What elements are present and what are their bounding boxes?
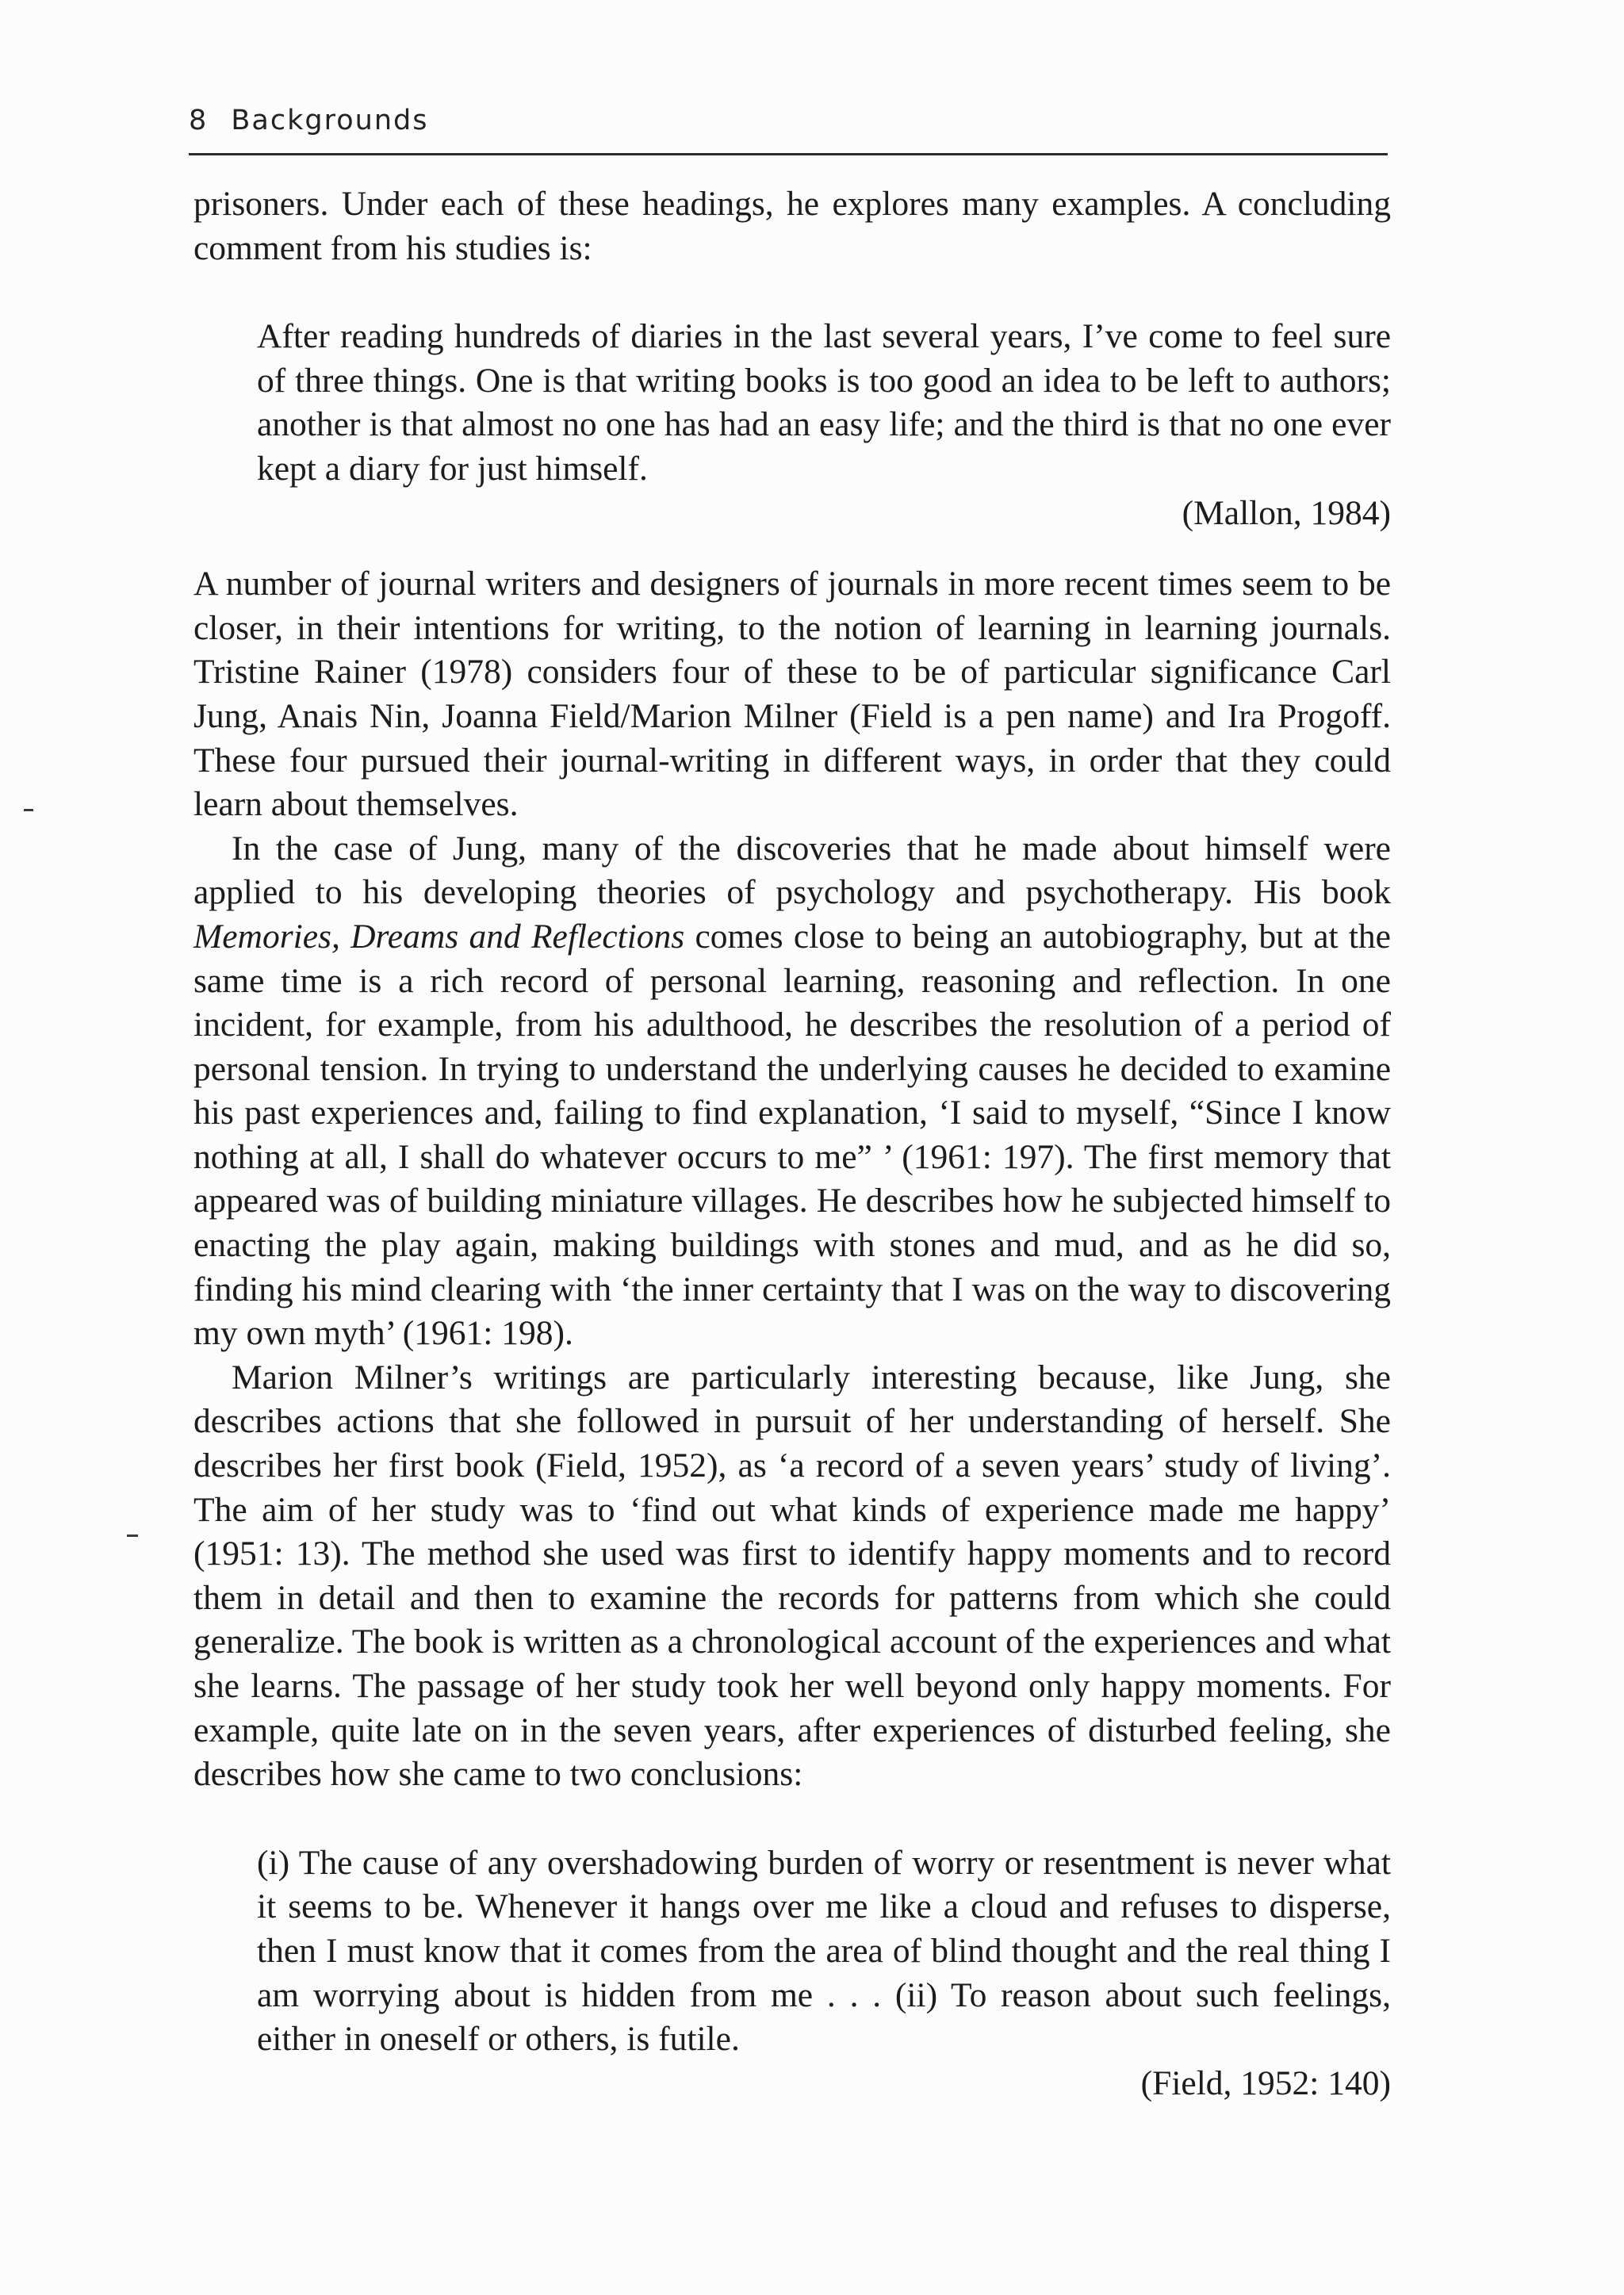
margin-mark: [127, 1534, 138, 1537]
paragraph-3-part-1: In the case of Jung, many of the discoveries that he made about himself were applied to his developing theories of psychology and psychotherapy. His book: [193, 829, 1391, 912]
margin-mark: [24, 809, 33, 811]
block-quote-mallon: [193, 315, 1391, 535]
paragraph-3: [193, 827, 1391, 1356]
paragraph-1: prisoners. Under each of these headings, he explores many examples. A concluding comment from his studies is:: [193, 185, 1391, 267]
spacer: [193, 535, 1391, 562]
running-head-title: Backgrounds: [231, 105, 429, 136]
book-title-italic: Memories, Dreams and Reflections: [193, 917, 685, 956]
spacer: [193, 1797, 1391, 1841]
quote-mallon-text: After reading hundreds of diaries in the last several years, I’ve come to feel sure of three things. One is that writing books is too good an idea to be left to authors; another is that almost no one has had an easy life; and the third is that no one ever kept a diary for just himself.: [257, 317, 1391, 488]
header-rule: [189, 153, 1388, 155]
block-quote-field: [193, 1841, 1391, 2106]
quote-field-citation: (Field, 1952: 140): [1140, 2063, 1391, 2102]
body-text: [193, 182, 1391, 2105]
quote-mallon-citation: (Mallon, 1984): [1182, 493, 1391, 532]
spacer: [193, 270, 1391, 315]
paragraph-3-part-2: comes close to being an autobiography, but at the same time is a rich record of personal learning, reasoning and reflection. In one incident, for example, from his adulthood, he describes the resolution of a period of personal tension. In trying to understand the underlying causes he decided to examine his past experiences and, failing to find explanation, ‘I said to myself, “Since I know nothing at all, I shall do whatever occurs to me” ’ (1961: 197). The first memory that appeared was of building miniature villages. He describes how he subjected himself to enacting the play again, making buildings with stones and mud, and as he did so, finding his mind clearing with ‘the inner certainty that I was on the way to discovering my own myth’ (1961: 198).: [193, 917, 1391, 1353]
paragraph-2: A number of journal writers and designers of journals in more recent times seem to be closer, in their intentions for writing, to the notion of learning in learning journals. Tristine Rainer (1978) considers four of these to be of particular significance Carl Jung, Anais Nin, Joanna Field/Marion Milner (Field is a pen name) and Ira Progoff. These four pursued their journal-writing in different ways, in order that they could learn about themselves.: [193, 565, 1391, 824]
quote-field-text: (i) The cause of any overshadowing burden of worry or resentment is never what it seems to be. Whenever it hangs over me like a cloud and refuses to disperse, then I must know that it comes from the area of blind thought and the real thing I am worrying about is hidden from me . . . (ii) To reason about such feelings, either in oneself or others, is futile.: [257, 1843, 1391, 2059]
page-number: 8: [189, 105, 209, 136]
running-head: [189, 105, 1388, 154]
paragraph-4: Marion Milner’s writings are particularly interesting because, like Jung, she describes actions that she followed in pursuit of her understanding of herself. She describes her first book (Field, 1952), as ‘a record of a seven years’ study of living’. The aim of her study was to ‘find out what kinds of experience made me happy’ (1951: 13). The method she used was first to identify happy moments and to record them in detail and then to examine the records for patterns from which she could generalize. The book is written as a chronological account of the experiences and what she learns. The passage of her study took her well beyond only happy moments. For example, quite late on in the seven years, after experiences of disturbed feeling, she describes how she came to two conclusions:: [193, 1358, 1391, 1794]
